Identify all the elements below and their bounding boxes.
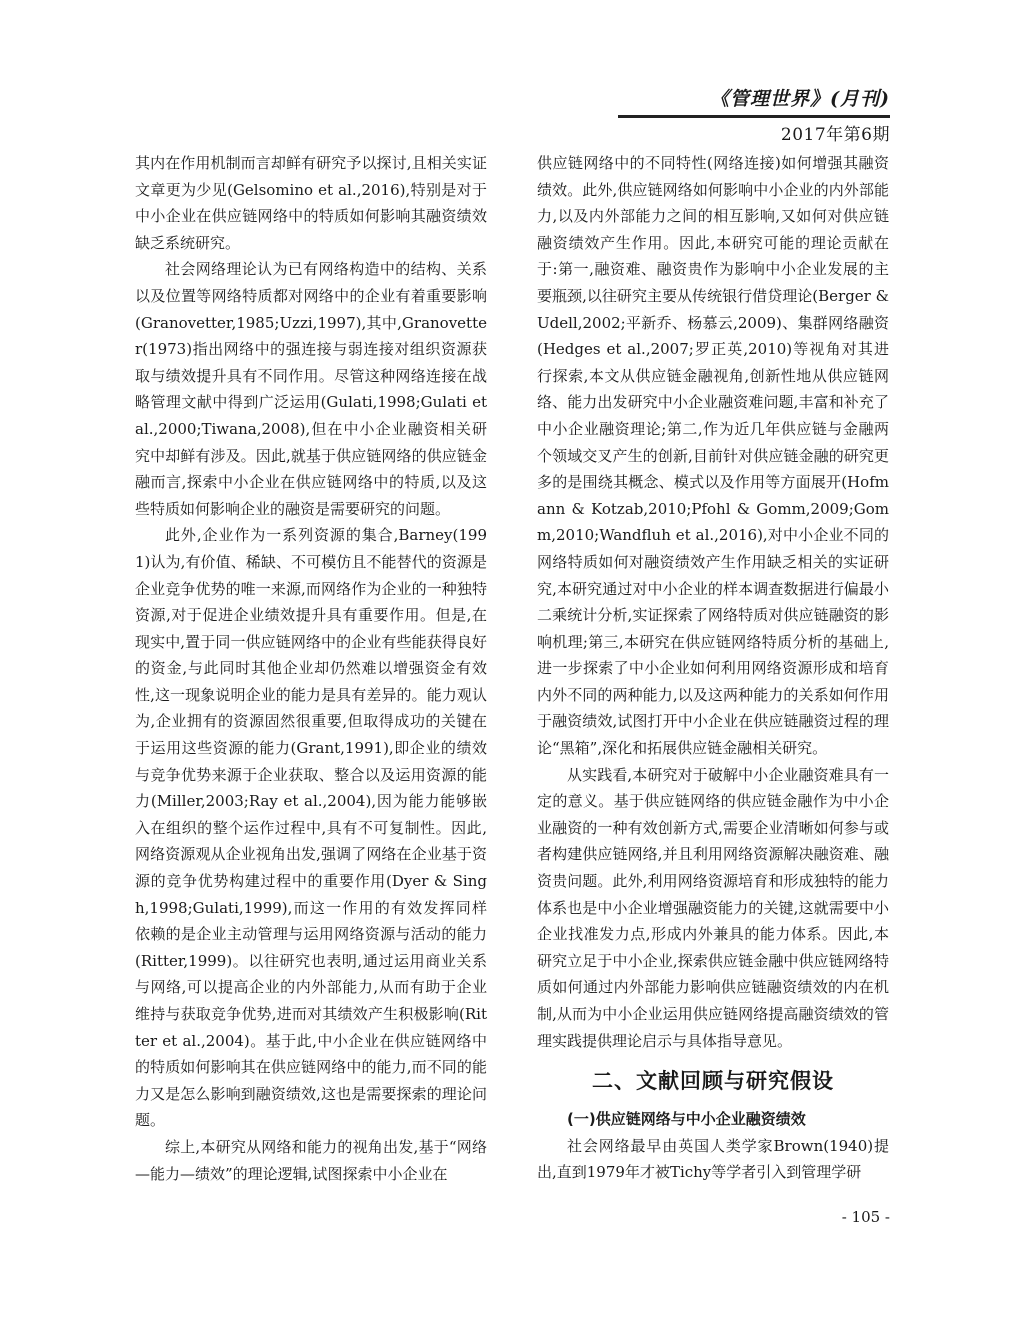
journal-title: 《管理世界》(月刊): [710, 88, 890, 110]
left-paragraph-1: 其内在作用机制而言却鲜有研究予以探讨,且相关实证文章更为少见(Gelsomino et al.,2016),特别是对于中小企业在供应链网络中的特质如何影响其融资绩效缺乏系统研究。: [135, 154, 487, 252]
page-number: - 105 -: [841, 1208, 890, 1226]
header-rule: [618, 115, 890, 118]
subsection-heading: (一)供应链网络与中小企业融资绩效: [567, 1110, 806, 1129]
left-column: [135, 150, 487, 1187]
issue-label: 2017年第6期: [780, 125, 890, 145]
right-column: [537, 150, 889, 1186]
section-heading: 二、文献回顾与研究假设: [592, 1069, 834, 1094]
right-paragraph-2: 从实践看,本研究对于破解中小企业融资难具有一定的意义。基于供应链网络的供应链金融作为中小企业融资的一种有效创新方式,需要企业清晰如何参与或者构建供应链网络,并且利用网络资源解决融资难、融资贵问题。此外,利用网络资源培育和形成独特的能力体系也是中小企业增强融资能力的关键,这就需要中小企业找准发力点,形成内外兼具的能力体系。因此,本研究立足于中小企业,探索供应链金融中供应链网络特质如何通过内外部能力影响供应链融资绩效的内在机制,从而为中小企业运用供应链网络提高融资绩效的管理实践提供理论启示与具体指导意见。: [537, 765, 889, 1050]
left-paragraph-2: 社会网络理论认为已有网络构造中的结构、关系以及位置等网络特质都对网络中的企业有着重要影响(Granovetter,1985;Uzzi,1997),其中,Granovetter(1973)指出网络中的强连接与弱连接对组织资源获取与绩效提升具有不同作用。尽管这种网络连接在战略管理文献中得到广泛运用(Gulati,1998;Gulati et al.,2000;Tiwana,2008),但在中小企业融资相关研究中却鲜有涉及。因此,就基于供应链网络的供应链金融而言,探索中小企业在供应链网络中的特质,以及这些特质如何影响企业的融资是需要研究的问题。: [135, 260, 487, 518]
right-paragraph-1: 供应链网络中的不同特性(网络连接)如何增强其融资绩效。此外,供应链网络如何影响中小企业的内外部能力,以及内外部能力之间的相互影响,又如何对供应链融资绩效产生作用。因此,本研究可能的理论贡献在于:第一,融资难、融资贵作为影响中小企业发展的主要瓶颈,以往研究主要从传统银行借贷理论(Berger & Udell,2002;平新乔、杨慕云,2009)、集群网络融资(Hedges et al.,2007;罗正英,2010)等视角对其进行探索,本文从供应链金融视角,创新性地从供应链网络、能力出发研究中小企业融资难问题,丰富和补充了中小企业融资理论;第二,作为近几年供应链与金融两个领域交叉产生的创新,目前针对供应链金融的研究更多的是围绕其概念、模式以及作用等方面展开(Hofmann & Kotzab,2010;Pfohl & Gomm,2009;Gomm,2010;Wandfluh et al.,2016),对中小企业不同的网络特质如何对融资绩效产生作用缺乏相关的实证研究,本研究通过对中小企业的样本调查数据进行偏最小二乘统计分析,实证探索了网络特质对供应链融资的影响机理;第三,本研究在供应链网络特质分析的基础上,进一步探索了中小企业如何利用网络资源形成和培育内外不同的两种能力,以及这两种能力的关系如何作用于融资绩效,试图打开中小企业在供应链融资过程的理论“黑箱”,深化和拓展供应链金融相关研究。: [537, 154, 889, 758]
right-paragraph-3: 社会网络最早由英国人类学家Brown(1940)提出,直到1979年才被Tichy等学者引入到管理学研: [537, 1136, 889, 1182]
left-paragraph-4: 综上,本研究从网络和能力的视角出发,基于“网络—能力—绩效”的理论逻辑,试图探索中小企业在: [135, 1137, 487, 1183]
left-paragraph-3: 此外,企业作为一系列资源的集合,Barney(1991)认为,有价值、稀缺、不可模仿且不能替代的资源是企业竞争优势的唯一来源,而网络作为企业的一种独特资源,对于促进企业绩效提升具有重要作用。但是,在现实中,置于同一供应链网络中的企业有些能获得良好的资金,与此同时其他企业却仍然难以增强资金有效性,这一现象说明企业的能力是具有差异的。能力观认为,企业拥有的资源固然很重要,但取得成功的关键在于运用这些资源的能力(Grant,1991),即企业的绩效与竞争优势来源于企业获取、整合以及运用资源的能力(Miller,2003;Ray et al.,2004),因为能力能够嵌入在组织的整个运作过程中,具有不可复制性。因此,网络资源观从企业视角出发,强调了网络在企业基于资源的竞争优势构建过程中的重要作用(Dyer & Singh,1998;Gulati,1999),而这一作用的有效发挥同样依赖的是企业主动管理与运用网络资源与活动的能力(Ritter,1999)。以往研究也表明,通过运用商业关系与网络,可以提高企业的内外部能力,从而有助于企业维持与获取竞争优势,进而对其绩效产生积极影响(Ritter et al.,2004)。基于此,中小企业在供应链网络中的特质如何影响其在供应链网络中的能力,而不同的能力又是怎么影响到融资绩效,这也是需要探索的理论问题。: [135, 526, 487, 1130]
